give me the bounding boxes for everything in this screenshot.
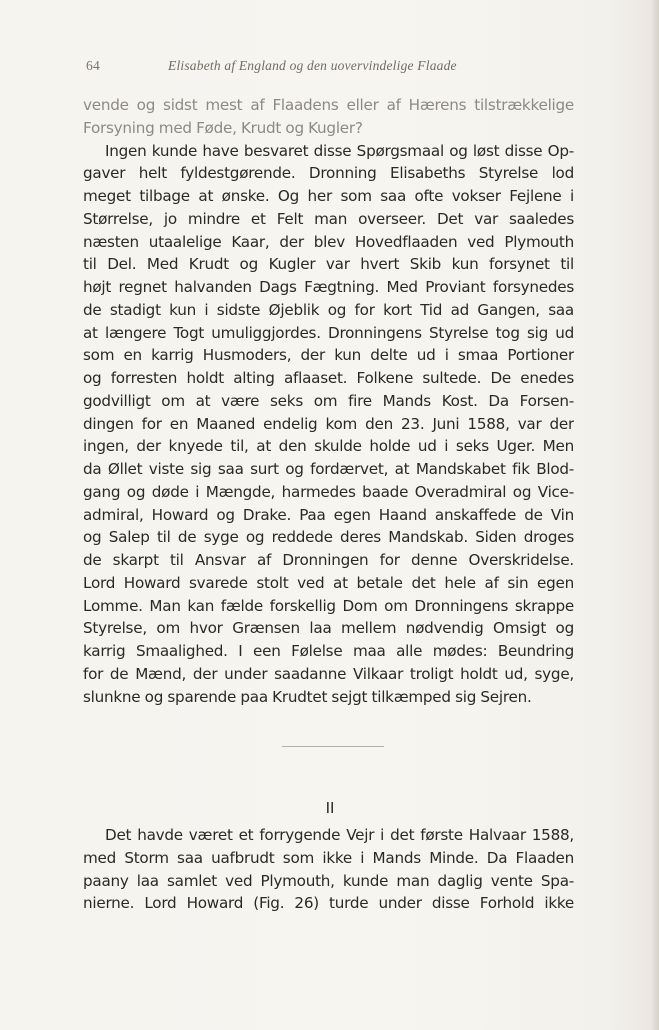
text-line: admiral, Howard og Drake. Paa egen Haand anskaffede de Vin xyxy=(83,505,574,524)
text-line: Lord Howard svarede stolt ved at betale det hele af sin egen xyxy=(83,573,574,592)
text-line: da Øllet viste sig saa surt og fordærvet, at Mandskabet fik Blod- xyxy=(83,460,574,478)
text-line: nierne. Lord Howard (Fig. 26) turde under disse Forhold ikke xyxy=(83,894,574,913)
text-line: Det havde været et forrygende Vejr i det første Halvaar 1588, xyxy=(105,826,574,844)
text-line: at længere Togt umuliggjordes. Dronningens Styrelse tog sig ud xyxy=(83,323,574,342)
text-line: Ingen kunde have besvaret disse Spørgsmaal og løst disse Op- xyxy=(105,141,574,160)
text-line: Forsyning med Føde, Krudt og Kugler? xyxy=(83,118,363,137)
text-line: meget tilbage at ønske. Og her som saa ofte vokser Fejlene i xyxy=(83,187,574,205)
text-line: og forresten holdt alting aflaaset. Folkene sultede. De enedes xyxy=(83,369,574,387)
text-line: dingen for en Maaned endelig kom den 23. Juni 1588, var der xyxy=(83,414,574,433)
text-line: Størrelse, jo mindre et Felt man overseer. Det var saaledes xyxy=(83,209,574,228)
section-text-block xyxy=(83,824,574,915)
main-text-block xyxy=(83,94,574,708)
running-title: Elisabeth af England og den uovervindelige Flaade xyxy=(168,58,457,73)
text-line: med Storm saa uafbrudt som ikke i Mands Minde. Da Flaaden xyxy=(83,848,574,867)
section-divider-rule xyxy=(282,746,384,747)
text-line: karrig Smaalighed. I een Følelse maa alle mødes: Beundring xyxy=(83,642,574,660)
paragraph xyxy=(83,140,574,709)
text-line: til Del. Med Krudt og Kugler var hvert Skib kun forsynet til xyxy=(83,255,574,274)
text-line: højt regnet halvanden Dags Fægtning. Med Proviant forsynedes xyxy=(83,278,574,296)
text-line: de skarpt til Ansvar af Dronningen for denne Overskridelse. xyxy=(83,551,574,569)
text-line: for de Mænd, der under saadanne Vilkaar troligt holdt ud, syge, xyxy=(83,664,574,683)
text-line: gaver helt fyldestgørende. Dronning Elisabeths Styrelse lod xyxy=(83,164,574,183)
section-number: II xyxy=(325,799,335,817)
text-line: paany laa samlet ved Plymouth, kunde man daglig vente Spa- xyxy=(83,871,574,890)
page-edge-shadow xyxy=(651,0,659,1030)
text-line: de stadigt kun i sidste Øjeblik og for kort Tid ad Gangen, saa xyxy=(83,300,574,319)
text-line: ingen, der knyede til, at den skulde holde ud i seks Uger. Men xyxy=(83,437,574,456)
text-line: og Salep til de syge og reddede deres Mandskab. Siden droges xyxy=(83,528,574,547)
paragraph-continued xyxy=(83,94,574,140)
text-line: Lomme. Man kan fælde forskellig Dom om Dronningens skrappe xyxy=(83,596,574,615)
text-line: vende og sidst mest af Flaadens eller af Hærens tilstrækkelige xyxy=(83,96,574,114)
text-line: Styrelse, om hvor Grænsen laa mellem nødvendig Omsigt og xyxy=(83,619,574,638)
page-number: 64 xyxy=(86,58,100,73)
page-header xyxy=(86,58,571,80)
text-line: gang og døde i Mængde, harmedes baade Overadmiral og Vice- xyxy=(83,482,574,501)
text-line: næsten utaalelige Kaar, der blev Hovedflaaden ved Plymouth xyxy=(83,232,574,251)
text-line: godvilligt om at være seks om fire Mands Kost. Da Forsen- xyxy=(83,391,574,410)
text-line: som en karrig Husmoders, der kun delte ud i smaa Portioner xyxy=(83,346,574,365)
text-line: slunkne og sparende paa Krudtet sejgt tilkæmped sig Sejren. xyxy=(83,687,532,706)
